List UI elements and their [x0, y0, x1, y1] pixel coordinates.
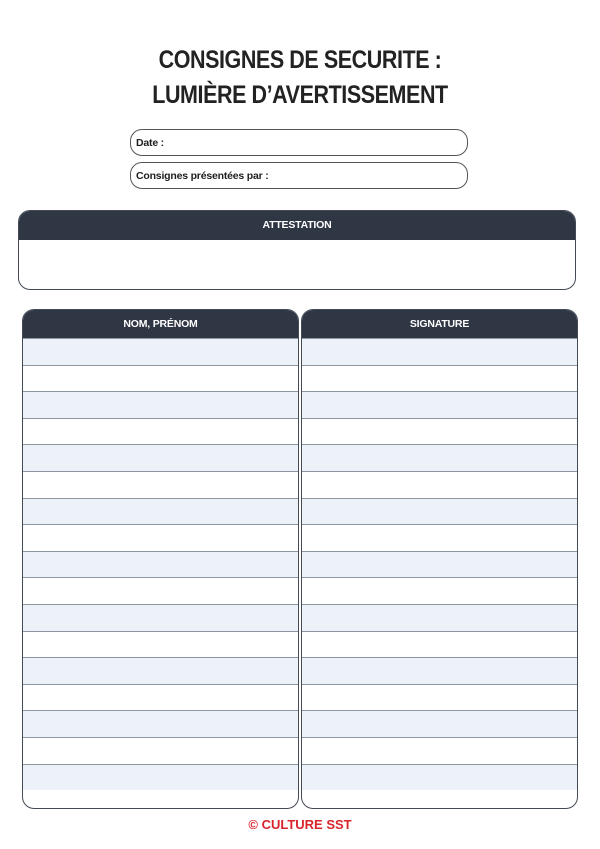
- name-rows: [23, 338, 298, 790]
- presenter-field[interactable]: [130, 162, 468, 189]
- signature-column-header: SIGNATURE: [302, 310, 577, 338]
- signature-cell[interactable]: [302, 524, 577, 551]
- signature-rows: [302, 338, 577, 790]
- name-cell[interactable]: [23, 684, 298, 711]
- name-cell[interactable]: [23, 391, 298, 418]
- signature-cell[interactable]: [302, 391, 577, 418]
- name-cell[interactable]: [23, 471, 298, 498]
- signature-cell[interactable]: [302, 764, 577, 791]
- signature-cell[interactable]: [302, 471, 577, 498]
- signature-cell[interactable]: [302, 657, 577, 684]
- attestation-box: [18, 210, 576, 290]
- name-cell[interactable]: [23, 524, 298, 551]
- name-cell[interactable]: [23, 764, 298, 791]
- signature-cell[interactable]: [302, 365, 577, 392]
- date-label: Date :: [136, 137, 164, 149]
- signature-cell[interactable]: [302, 498, 577, 525]
- signature-cell[interactable]: [302, 710, 577, 737]
- attestation-heading: ATTESTATION: [19, 211, 575, 240]
- attestation-blurred-text: [33, 249, 561, 281]
- name-cell[interactable]: [23, 338, 298, 365]
- name-cell[interactable]: [23, 710, 298, 737]
- name-column-header: NOM, PRÉNOM: [23, 310, 298, 338]
- name-cell[interactable]: [23, 365, 298, 392]
- name-cell[interactable]: [23, 551, 298, 578]
- signature-cell[interactable]: [302, 577, 577, 604]
- name-cell[interactable]: [23, 631, 298, 658]
- page-title-line-1: CONSIGNES DE SECURITE :: [158, 46, 442, 74]
- name-cell[interactable]: [23, 737, 298, 764]
- name-cell[interactable]: [23, 577, 298, 604]
- date-field[interactable]: [130, 129, 468, 156]
- page-title-line-2: LUMIÈRE D’AVERTISSEMENT: [152, 81, 448, 109]
- signature-cell[interactable]: [302, 338, 577, 365]
- signature-cell[interactable]: [302, 604, 577, 631]
- name-cell[interactable]: [23, 418, 298, 445]
- name-column: [22, 309, 299, 809]
- footer-copyright: © CULTURE SST: [248, 817, 352, 832]
- signature-cell[interactable]: [302, 444, 577, 471]
- signature-cell[interactable]: [302, 684, 577, 711]
- signature-cell[interactable]: [302, 737, 577, 764]
- presenter-label: Consignes présentées par :: [136, 170, 269, 182]
- signature-cell[interactable]: [302, 631, 577, 658]
- signature-cell[interactable]: [302, 551, 577, 578]
- name-cell[interactable]: [23, 604, 298, 631]
- name-cell[interactable]: [23, 444, 298, 471]
- name-cell[interactable]: [23, 498, 298, 525]
- name-cell[interactable]: [23, 657, 298, 684]
- signature-column: [301, 309, 578, 809]
- signature-cell[interactable]: [302, 418, 577, 445]
